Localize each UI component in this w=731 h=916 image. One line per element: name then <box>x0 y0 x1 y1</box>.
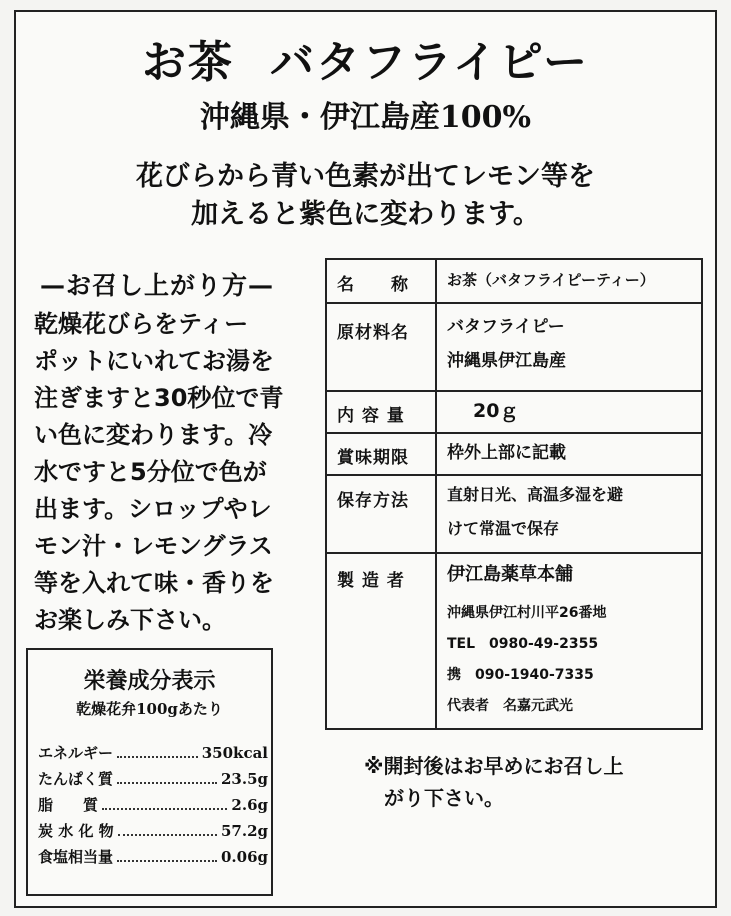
nutrient-label: たんぱく質 <box>38 770 114 788</box>
spec-label-manufacturer: 製 造 者 <box>337 571 405 591</box>
nutrition-title: 栄養成分表示 <box>83 669 216 694</box>
howto-instructions: 乾燥花びらをティー ポットにいれてお湯を 注ぎますと30秒位で青 い色に変わります。冷 水ですと5分位で色が 出ます。シロップやレ モン汁・レモングラス 等を入れて味・香りを お楽しみ下さい。 <box>34 310 284 634</box>
title-product-name: バタフライピー <box>270 37 589 88</box>
nutrition-row <box>38 742 268 768</box>
spec-label-storage: 保存方法 <box>337 491 409 511</box>
spec-value-quantity: 20ｇ <box>473 400 519 422</box>
table-row-divider <box>327 390 701 392</box>
nutrition-row <box>38 768 268 794</box>
spec-value-best-before: 枠外上部に記載 <box>447 443 566 463</box>
nutrition-facts-box <box>26 648 273 896</box>
dot-leader <box>117 756 198 758</box>
table-row-divider <box>327 474 701 476</box>
spec-label-best-before: 賞味期限 <box>337 448 409 468</box>
title-category: お茶 <box>142 37 235 88</box>
origin-subtitle: 沖縄県・伊江島産100% <box>199 100 532 135</box>
spec-value-name: お茶（バタフライピーティー） <box>447 271 655 289</box>
product-title <box>0 26 731 90</box>
nutrition-basis: 乾燥花弁100gあたり <box>76 700 223 718</box>
howto-heading: —お召し上がり方— <box>40 271 275 300</box>
nutrient-label: 脂 質 <box>38 796 99 814</box>
dot-leader <box>117 860 217 862</box>
nutrition-row <box>38 820 268 846</box>
spec-value-ingredients: バタフライピー 沖縄県伊江島産 <box>447 317 566 371</box>
product-description <box>0 158 731 234</box>
nutrient-value: 2.6g <box>231 796 268 814</box>
nutrition-row <box>38 794 268 820</box>
nutrient-value: 0.06g <box>220 848 268 866</box>
spec-label-name: 名 称 <box>337 275 409 295</box>
description-line: 花びらから青い色素が出てレモン等を <box>136 161 595 192</box>
table-row-divider <box>327 302 701 304</box>
table-row-divider <box>327 552 701 554</box>
table-column-divider <box>435 260 437 728</box>
note-line: ※開封後はお早めにお召し上 <box>364 754 624 778</box>
spec-value-storage: 直射日光、高温多湿を避 けて常温で保存 <box>447 485 624 538</box>
dot-leader <box>102 808 227 810</box>
nutrition-rows <box>38 742 268 872</box>
description-line: 加えると紫色に変わります。 <box>191 199 540 230</box>
spec-value-manufacturer: 伊江島薬草本舗 <box>447 564 573 585</box>
dot-leader <box>118 834 217 836</box>
note-line: がり下さい。 <box>384 786 504 810</box>
dot-leader <box>117 782 217 784</box>
nutrient-label: 食塩相当量 <box>38 848 114 866</box>
nutrition-row <box>38 846 268 872</box>
spec-label-ingredients: 原材料名 <box>337 323 409 343</box>
storage-note <box>364 750 694 814</box>
nutrient-label: 炭 水 化 物 <box>38 822 114 840</box>
manufacturer-details: 沖縄県伊江村川平26番地 TEL 0980-49-2355 携 090-1940-7335 代表者 名嘉元武光 <box>447 605 607 714</box>
nutrient-value: 57.2g <box>220 822 268 840</box>
nutrient-value: 350kcal <box>201 744 268 762</box>
nutrient-value: 23.5g <box>220 770 268 788</box>
table-row-divider <box>327 432 701 434</box>
product-spec-table <box>325 258 703 730</box>
nutrient-label: エネルギー <box>38 744 114 762</box>
spec-label-quantity: 内 容 量 <box>337 406 405 426</box>
